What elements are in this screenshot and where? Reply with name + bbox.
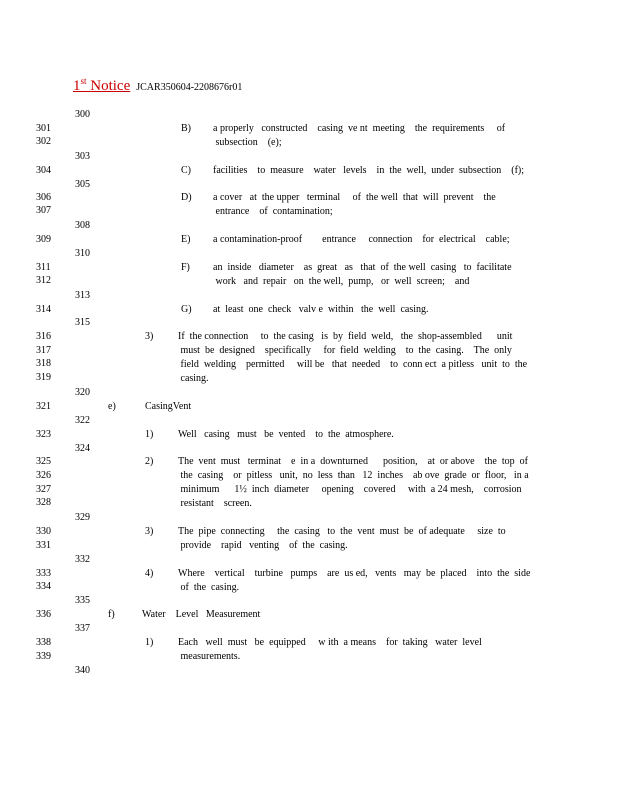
line-number: 315 [75,317,90,328]
line-number: 304 [36,165,51,176]
line-number: 327 [36,484,51,495]
line-number: 301 [36,123,51,134]
line-number: 339 [36,651,51,662]
line-number: 338 [36,637,51,648]
text-line: entrance of contamination; [213,206,333,217]
text-line: minimum 1½ inch diameter opening covered with a 24 mesh, corrosion [178,484,522,495]
text-line: resistant screen. [178,498,252,509]
line-number: 302 [36,136,51,147]
line-number: 328 [36,497,51,508]
line-number: 316 [36,331,51,342]
text-line: at least one check valv e within the well casing. [213,304,429,315]
line-number: 306 [36,192,51,203]
item-text [145,400,191,414]
text-line: The vent must terminat e in a downturned position, at or above the top of [178,456,528,467]
item-text [178,567,530,595]
line-number: 310 [75,248,90,259]
text-line: subsection (e); [213,137,282,148]
notice-title: 1st Notice [73,76,131,94]
text-line: provide rapid venting of the casing. [178,540,348,551]
line-number: 320 [75,387,90,398]
item-text [178,330,527,386]
item-text [213,233,510,247]
item-text [178,636,482,664]
jcar-code: JCAR350604-2208676r01 [136,82,243,93]
line-number: 323 [36,429,51,440]
item-text [142,608,260,622]
text-line: measurements. [178,651,241,662]
text-line: If the connection to the casing is by field weld, the shop-assembled unit [178,331,513,342]
item-label: f) [108,609,115,620]
line-number: 311 [36,262,51,273]
line-number: 319 [36,372,51,383]
line-number: 312 [36,275,51,286]
item-text [213,303,429,317]
line-number: 329 [75,512,90,523]
line-number: 332 [75,554,90,565]
text-line: a cover at the upper terminal of the well that will prevent the [213,192,496,203]
item-label: e) [108,401,116,412]
text-line: of the casing. [178,582,240,593]
text-line: The pipe connecting the casing to the vent must be of adequate size to [178,526,506,537]
line-number: 334 [36,581,51,592]
line-number: 303 [75,151,90,162]
text-line: facilities to measure water levels in the well, under subsection (f); [213,165,525,176]
item-label: 3) [145,331,154,342]
item-label: F) [181,262,190,273]
text-line: field welding permitted will be that needed to conn ect a pitless unit to the [178,359,528,370]
item-label: 1) [145,637,154,648]
line-number: 331 [36,540,51,551]
line-number: 313 [75,290,90,301]
line-number: 317 [36,345,51,356]
line-number: 314 [36,304,51,315]
item-text [213,164,524,178]
line-number: 300 [75,109,90,120]
item-text [178,428,394,442]
line-number: 337 [75,623,90,634]
text-line: work and repair on the well, pump, or well screen; and [213,276,470,287]
line-number: 340 [75,665,90,676]
line-number: 318 [36,358,51,369]
item-label: 1) [145,429,154,440]
line-number: 307 [36,205,51,216]
text-line: the casing or pitless unit, no less than 12 inches ab ove grade or floor, in a [178,470,529,481]
item-label: 2) [145,456,154,467]
text-line: a properly constructed casing ve nt meeting the requirements of [213,123,506,134]
item-label: C) [181,165,191,176]
text-line: a contamination-proof entrance connection for electrical cable; [213,234,510,245]
item-text [178,455,529,511]
line-number: 333 [36,568,51,579]
line-number: 326 [36,470,51,481]
text-line: Where vertical turbine pumps are us ed, vents may be placed into the side [178,568,531,579]
line-number: 305 [75,179,90,190]
text-line: Each well must be equipped w ith a means for taking water level [178,637,482,648]
line-number: 309 [36,234,51,245]
line-number: 321 [36,401,51,412]
item-text [213,191,496,219]
text-line: CasingVent [145,401,192,412]
item-text [178,525,506,553]
line-number: 324 [75,443,90,454]
text-line: casing. [178,373,209,384]
text-line: Well casing must be vented to the atmosphere. [178,429,394,440]
line-number: 336 [36,609,51,620]
item-label: D) [181,192,192,203]
line-number: 325 [36,456,51,467]
item-label: B) [181,123,191,134]
line-number: 335 [75,595,90,606]
text-line: an inside diameter as great as that of the well casing to facilitate [213,262,512,273]
text-line: must be designed specifically for field welding to the casing. The only [178,345,512,356]
item-text [213,261,512,289]
line-number: 330 [36,526,51,537]
text-line: Water Level Measurement [142,609,261,620]
item-label: 4) [145,568,154,579]
notice-header [73,76,242,95]
item-label: E) [181,234,191,245]
item-label: G) [181,304,192,315]
item-label: 3) [145,526,154,537]
line-number: 322 [75,415,90,426]
item-text [213,122,505,150]
line-number: 308 [75,220,90,231]
